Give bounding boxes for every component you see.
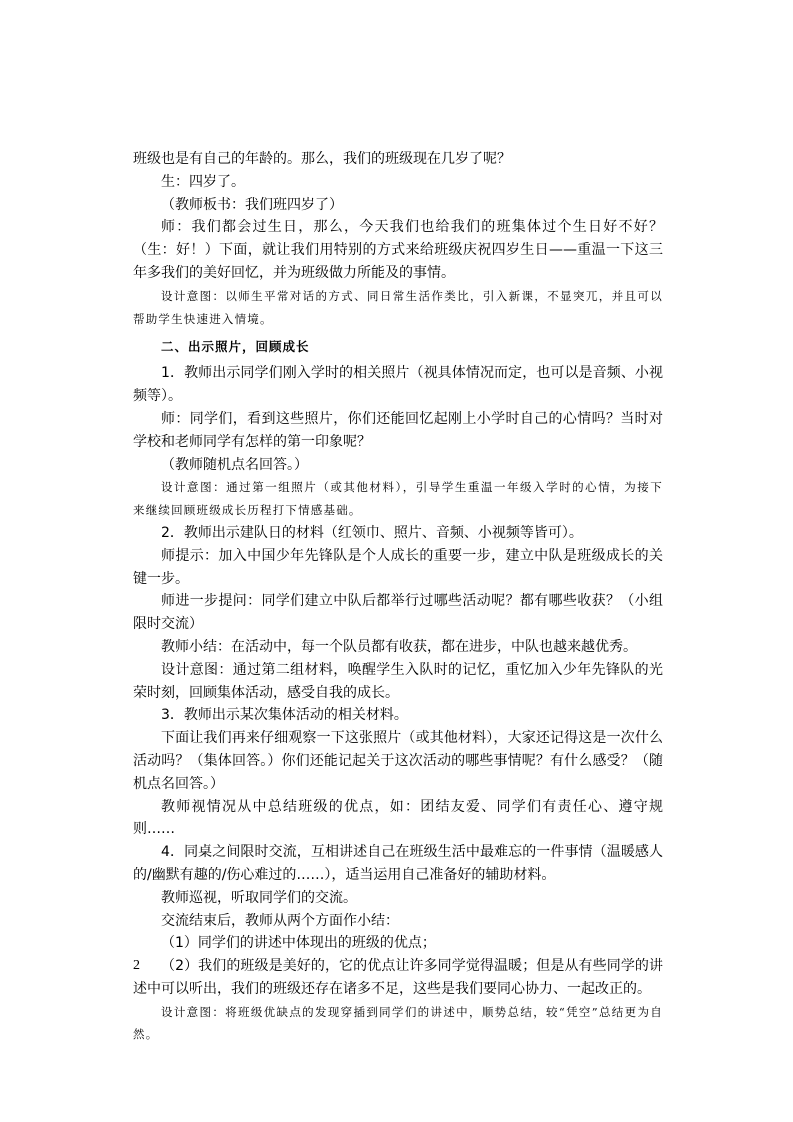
paragraph: 设计意图：通过第二组材料，唤醒学生入队时的记忆，重忆加入少年先锋队的光荣时刻，回顾集体活动，感受自我的成长。 bbox=[133, 661, 663, 701]
paragraph: （1）同学们的讲述中体现出的班级的优点； bbox=[161, 935, 436, 952]
paragraph: 生：四岁了。 bbox=[161, 173, 245, 190]
paragraph: 2．教师出示建队日的材料（红领巾、照片、音频、小视频等皆可）。 bbox=[161, 524, 583, 541]
design-intent-note: 设计意图：以师生平常对话的方式、同日常生活作类比，引入新课，不显突兀，并且可以帮助学生快速进入情境。 bbox=[133, 288, 663, 326]
paragraph: 1．教师出示同学们刚入学时的相关照片（视具体情况而定，也可以是音频、小视频等）。 bbox=[133, 365, 663, 405]
paragraph: （教师板书：我们班四岁了） bbox=[161, 196, 343, 213]
paragraph: 师提示：加入中国少年先锋队是个人成长的重要一步，建立中队是班级成长的关键一步。 bbox=[133, 547, 663, 587]
paragraph: 班级也是有自己的年龄的。那么，我们的班级现在几岁了呢？ bbox=[133, 151, 511, 167]
paragraph: 教师视情况从中总结班级的优点，如：团结友爱、同学们有责任心、遵守规则…… bbox=[133, 798, 663, 838]
paragraph: 教师小结：在活动中，每一个队员都有收获，都在进步，中队也越来越优秀。 bbox=[161, 638, 637, 655]
paragraph: 师进一步提问：同学们建立中队后都举行过哪些活动呢？都有哪些收获？（小组限时交流） bbox=[133, 593, 663, 633]
paragraph: 教师巡视，听取同学们的交流。 bbox=[161, 889, 357, 906]
paragraph: 师：我们都会过生日，那么，今天我们也给我们的班集体过个生日好不好？（生：好！）下面，就让我们用特别的方式来给班级庆祝四岁生日——重温一下这三年多我们的美好回忆，并为班级做力所能及的事情。 bbox=[133, 219, 663, 281]
page-number: 2 bbox=[133, 958, 140, 973]
paragraph: （教师随机点名回答。） bbox=[161, 456, 308, 473]
paragraph: 交流结束后，教师从两个方面作小结： bbox=[161, 912, 399, 929]
paragraph: （2）我们的班级是美好的，它的优点让许多同学觉得温暖；但是从有些同学的讲述中可以听出，我们的班级还存在诸多不足，这些是我们要同心协力、一起改正的。 bbox=[133, 958, 663, 997]
paragraph: 3．教师出示某次集体活动的相关材料。 bbox=[161, 707, 408, 724]
paragraph: 4．同桌之间限时交流，互相讲述自己在班级生活中最难忘的一件事情（温暖感人的/幽默有趣的/伤心难过的……），适当运用自己准备好的辅助材料。 bbox=[133, 844, 663, 883]
section-heading: 二、出示照片，回顾成长 bbox=[161, 339, 310, 355]
design-intent-note: 设计意图：将班级优缺点的发现穿插到同学们的讲述中，顺势总结，较“凭空”总结更为自然。 bbox=[133, 1004, 663, 1042]
paragraph: 下面让我们再来仔细观察一下这张照片（或其他材料），大家还记得这是一次什么活动吗？（集体回答。）你们还能记起关于这次活动的哪些事情呢？有什么感受？（随机点名回答。） bbox=[133, 730, 663, 792]
paragraph: 师：同学们，看到这些照片，你们还能回忆起刚上小学时自己的心情吗？当时对学校和老师同学有怎样的第一印象呢？ bbox=[133, 410, 663, 450]
design-intent-note: 设计意图：通过第一组照片（或其他材料），引导学生重温一年级入学时的心情，为接下来继续回顾班级成长历程打下情感基础。 bbox=[133, 480, 663, 518]
document-body bbox=[133, 148, 663, 1046]
